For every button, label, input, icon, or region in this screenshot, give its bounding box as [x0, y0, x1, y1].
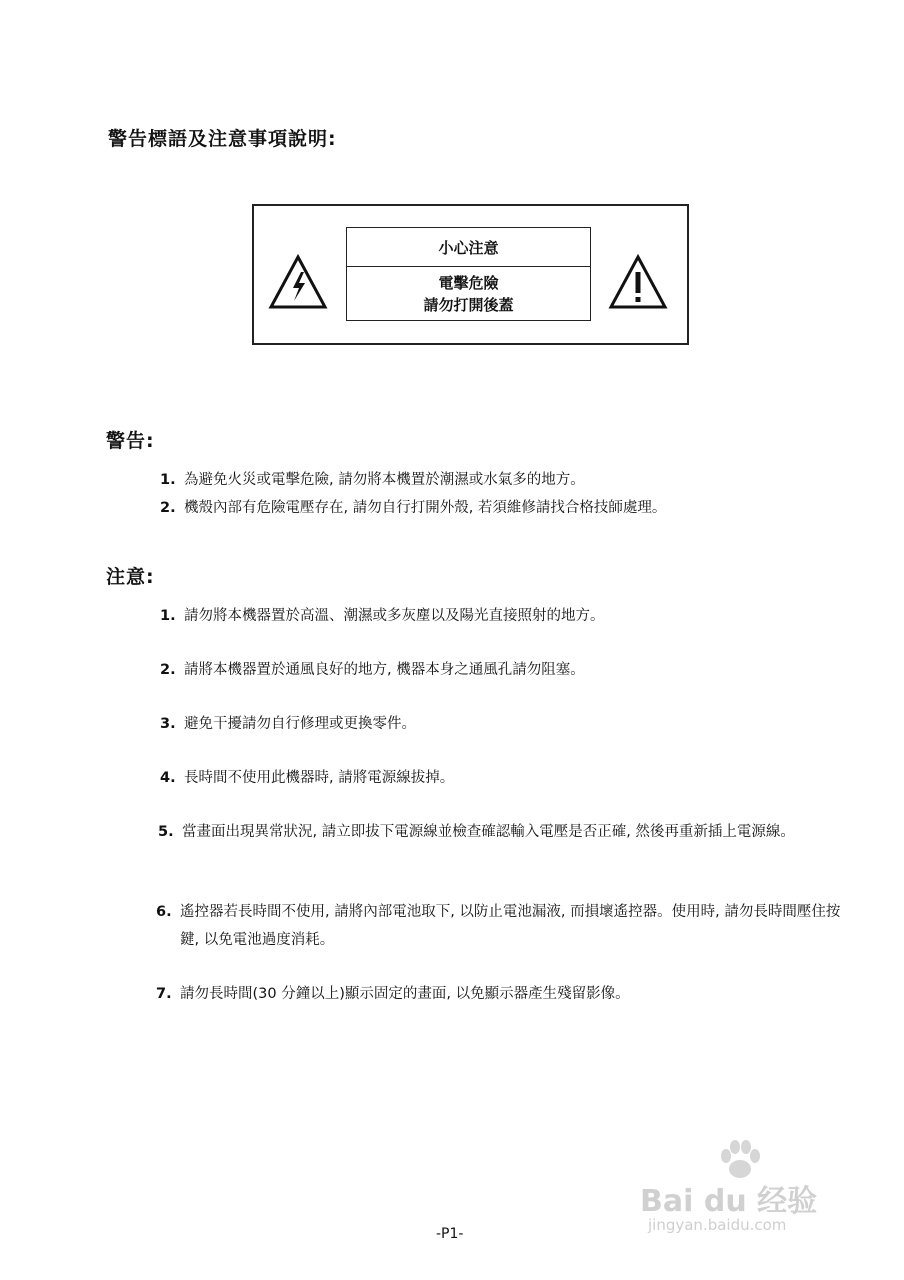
watermark-brand: Bai du 经验 [640, 1184, 818, 1219]
item-number: 3. [160, 716, 176, 732]
caution-heading: 注意: [106, 566, 155, 588]
caution-item [156, 898, 850, 958]
caution-item [156, 980, 630, 1008]
item-text: 當畫面出現異常狀況, 請立即拔下電源線並檢查確認輸入電壓是否正確, 然後再重新插上電源線。 [182, 824, 795, 840]
baidu-watermark [640, 1140, 860, 1240]
page-number: -P1- [436, 1226, 464, 1242]
item-text: 請勿將本機器置於高溫、潮濕或多灰塵以及陽光直接照射的地方。 [184, 608, 605, 624]
item-number: 1. [160, 608, 176, 624]
warning-item [160, 494, 666, 522]
warning-item [160, 466, 585, 494]
item-text: 長時間不使用此機器時, 請將電源線拔掉。 [184, 770, 455, 786]
item-text: 機殼內部有危險電壓存在, 請勿自行打開外殼, 若須維修請找合格技師處理。 [184, 500, 667, 516]
item-text: 避免干擾請勿自行修理或更換零件。 [184, 716, 416, 732]
item-number: 1. [160, 472, 176, 488]
item-number: 6. [156, 904, 172, 920]
item-text: 為避免火災或電擊危險, 請勿將本機置於潮濕或水氣多的地方。 [184, 472, 585, 488]
page-title: 警告標語及注意事項說明: [108, 128, 337, 150]
item-number: 2. [160, 662, 176, 678]
caution-item [160, 764, 454, 792]
caution-item [160, 602, 605, 630]
item-number: 7. [156, 986, 172, 1002]
caution-item [158, 818, 848, 878]
watermark-url: jingyan.baidu.com [648, 1216, 787, 1234]
item-text: 遙控器若長時間不使用, 請將內部電池取下, 以防止電池漏液, 而損壞遙控器。使用時, 請勿長時間壓住按鍵, 以免電池過度消耗。 [180, 904, 841, 948]
item-number: 5. [158, 824, 174, 840]
item-number: 2. [160, 500, 176, 516]
warning-heading: 警告: [106, 430, 155, 452]
caution-item [160, 710, 416, 738]
caution-label-line2: 請勿打開後蓋 [423, 296, 514, 314]
item-text: 請將本機器置於通風良好的地方, 機器本身之通風孔請勿阻塞。 [184, 662, 585, 678]
lightning-warning-icon [268, 254, 328, 310]
caution-label [346, 227, 591, 321]
paw-icon [718, 1140, 762, 1180]
caution-label-title: 小心注意 [347, 228, 590, 267]
caution-item [160, 656, 585, 684]
exclamation-warning-icon [608, 254, 668, 310]
caution-label-line1: 電擊危險 [438, 274, 499, 292]
item-number: 4. [160, 770, 176, 786]
item-text: 請勿長時間(30 分鐘以上)顯示固定的畫面, 以免顯示器產生殘留影像。 [180, 986, 630, 1002]
